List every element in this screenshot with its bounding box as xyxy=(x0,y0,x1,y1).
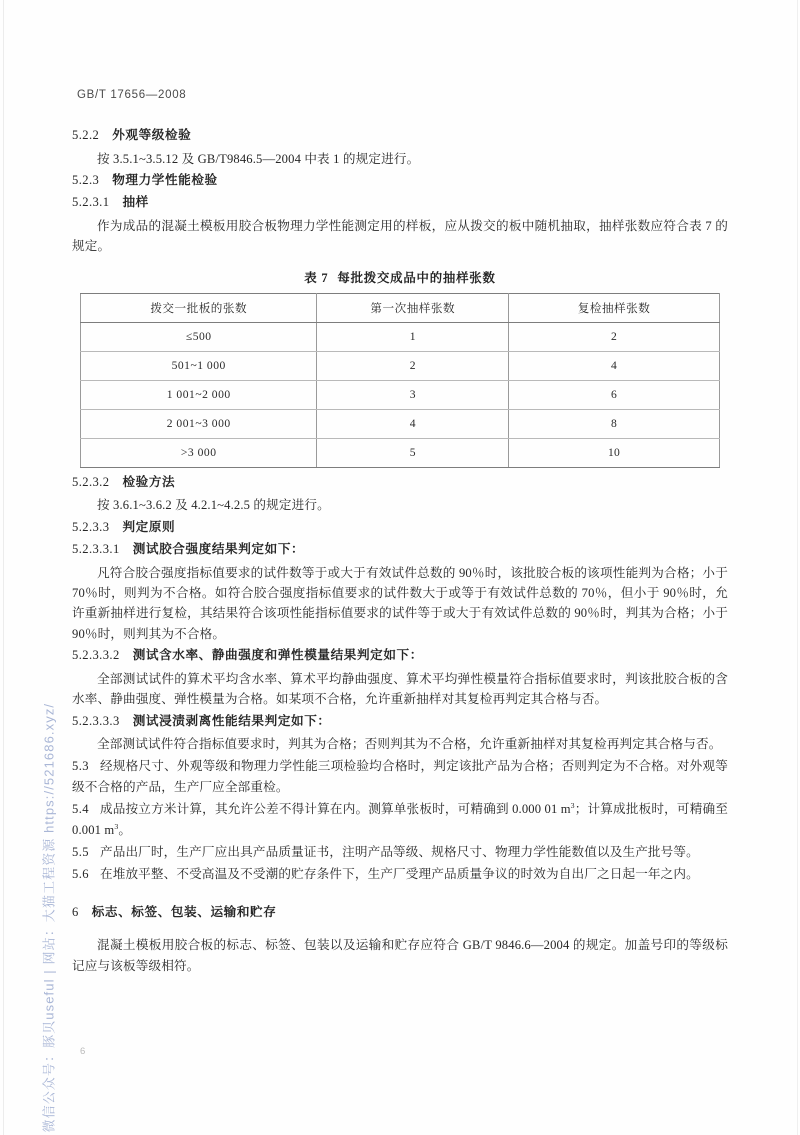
clause-body-5-2-3-1: 作为成品的混凝土模板用胶合板物理力学性能测定用的样板，应从拨交的板中随机抽取，抽样张数应符合表 7 的规定。 xyxy=(72,218,728,254)
clause-heading-5-2-3 xyxy=(72,171,728,191)
clause-title: 物理力学性能检验 xyxy=(112,172,218,187)
table-row xyxy=(81,380,720,409)
clause-body-5-2-3-3-2: 全部测试试件的算术平均含水率、算术平均静曲强度、算术平均弹性模量符合指标值要求时，判该批胶合板的含水率、静曲强度、弹性模量为合格。如某项不合格，允许重新抽样对其复检再判定其合格与否。 xyxy=(72,671,728,707)
clause-body-5-2-3-3-3: 全部测试试件符合指标值要求时，判其为合格；否则判其为不合格，允许重新抽样对其复检再判定其合格与否。 xyxy=(97,737,722,752)
table-cell-recheck-sample: 4 xyxy=(509,351,720,380)
clause-heading-5-2-2 xyxy=(72,126,728,146)
table-caption xyxy=(72,268,728,286)
table-cell-batch-range: 1 001~2 000 xyxy=(81,380,317,409)
unit-exponent-cubic: 3 xyxy=(570,801,575,811)
clause-title: 测试含水率、静曲强度和弹性模量结果判定如下： xyxy=(132,648,423,663)
clause-body-part-2: ；计算成批板时，可精确至 0.001 m xyxy=(72,802,728,837)
table-row xyxy=(81,438,720,467)
unit-exponent-cubic: 3 xyxy=(114,821,119,831)
clause-body-6: 混凝土模板用胶合板的标志、标签、包装以及运输和贮存应符合 GB/T 9846.6—2004 的规定。加盖号印的等级标记应与该板等级相符。 xyxy=(72,938,728,973)
clause-heading-6 xyxy=(72,903,728,923)
table-cell-recheck-sample: 8 xyxy=(509,409,720,438)
running-header-standard-number: GB/T 17656—2008 xyxy=(77,89,187,101)
clause-number: 5.2.3.3 xyxy=(72,519,110,534)
table-column-header: 第一次抽样张数 xyxy=(317,293,509,322)
table-cell-batch-range: ≤500 xyxy=(81,322,317,351)
table-row xyxy=(81,351,720,380)
clause-title: 判定原则 xyxy=(122,519,176,534)
table-column-header: 复检抽样张数 xyxy=(509,293,720,322)
watermark-text: 微信公众号：豚贝useful | 网站：大猫工程资源 https://521686.xyz/ xyxy=(41,702,57,1133)
clause-number: 5.2.3.3.3 xyxy=(72,713,120,728)
clause-heading-5-2-3-3-1 xyxy=(72,540,728,560)
clause-title: 测试胶合强度结果判定如下： xyxy=(132,542,305,557)
clause-number: 5.2.3.2 xyxy=(72,474,110,489)
table-cell-first-sample: 5 xyxy=(317,438,509,467)
scan-edge-left xyxy=(3,0,4,1135)
clause-body-5-2-3-2: 按 3.6.1~3.6.2 及 4.2.1~4.2.5 的规定进行。 xyxy=(97,498,330,513)
table-cell-recheck-sample: 10 xyxy=(509,438,720,467)
clause-heading-5-2-3-1 xyxy=(72,193,728,213)
scan-edge-right xyxy=(797,0,798,1135)
clause-body-part-1: 成品按立方米计算，其允许公差不得计算在内。测算单张板时，可精确到 0.000 01 m xyxy=(99,802,571,817)
clause-heading-5-2-3-3 xyxy=(72,518,728,538)
clause-title: 检验方法 xyxy=(122,474,176,489)
table-cell-recheck-sample: 6 xyxy=(509,380,720,409)
clause-5-4 xyxy=(72,799,728,840)
table-cell-first-sample: 4 xyxy=(317,409,509,438)
clause-number: 5.3 xyxy=(72,759,89,774)
clause-title: 测试浸渍剥离性能结果判定如下： xyxy=(132,713,331,728)
sampling-table xyxy=(80,293,720,468)
clause-number: 5.2.3.3.1 xyxy=(72,542,120,557)
clause-heading-5-2-3-3-2 xyxy=(72,646,728,666)
table-cell-recheck-sample: 2 xyxy=(509,322,720,351)
clause-number: 5.2.2 xyxy=(72,128,100,142)
table-cell-first-sample: 1 xyxy=(317,322,509,351)
table-column-header: 拨交一批板的张数 xyxy=(81,293,317,322)
clause-body-part-3: 。 xyxy=(118,822,132,837)
page-number: 6 xyxy=(80,1046,86,1057)
document-body xyxy=(72,126,728,978)
clause-body-5-2-3-3-1: 凡符合胶合强度指标值要求的试件数等于或大于有效试件总数的 90％时，该批胶合板的该项性能判为合格；小于 70％时，则判为不合格。如符合胶合强度指标值要求的试件数大于或等于有效试件总数的 70％，但小于 90％时，允许重新抽样进行复检，其结果符合该项性能指标值要求的试件等于或大于有效试件总数的 90％时，判其为合格；小于 90％时，则判其为不合格。 xyxy=(72,565,728,641)
clause-body-5-2-2: 按 3.5.1~3.5.12 及 GB/T9846.5—2004 中表 1 的规定进行。 xyxy=(97,151,420,166)
clause-title: 抽样 xyxy=(122,195,149,210)
clause-heading-5-2-3-2 xyxy=(72,473,728,493)
clause-body: 在堆放平整、不受高温及不受潮的贮存条件下，生产厂受理产品质量争议的时效为自出厂之日起一年之内。 xyxy=(99,867,699,882)
clause-5-5 xyxy=(72,842,728,862)
table-cell-batch-range: 2 001~3 000 xyxy=(81,409,317,438)
clause-number: 5.6 xyxy=(72,867,89,882)
clause-number: 6 xyxy=(72,904,79,919)
table-cell-batch-range: 501~1 000 xyxy=(81,351,317,380)
clause-heading-5-2-3-3-3 xyxy=(72,712,728,732)
clause-number: 5.4 xyxy=(72,802,89,817)
clause-5-6 xyxy=(72,864,728,884)
table-caption-title: 每批拨交成品中的抽样张数 xyxy=(337,270,496,285)
clause-number: 5.2.3 xyxy=(72,172,100,187)
clause-title: 标志、标签、包装、运输和贮存 xyxy=(91,904,277,919)
clause-5-3 xyxy=(72,756,728,797)
table-cell-batch-range: >3 000 xyxy=(81,438,317,467)
table-caption-number: 表 7 xyxy=(304,270,329,285)
clause-number: 5.5 xyxy=(72,844,89,859)
table-header-row xyxy=(81,293,720,322)
clause-body: 产品出厂时，生产厂应出具产品质量证书，注明产品等级、规格尺寸、物理力学性能数值以及生产批号等。 xyxy=(99,844,699,859)
table-cell-first-sample: 3 xyxy=(317,380,509,409)
table-row xyxy=(81,322,720,351)
clause-number: 5.2.3.3.2 xyxy=(72,648,120,663)
table-row xyxy=(81,409,720,438)
clause-body: 经规格尺寸、外观等级和物理力学性能三项检验均合格时，判定该批产品为合格；否则判定为不合格。对外观等级不合格的产品，生产厂应全部重检。 xyxy=(72,759,728,794)
table-cell-first-sample: 2 xyxy=(317,351,509,380)
clause-title: 外观等级检验 xyxy=(112,128,192,142)
clause-number: 5.2.3.1 xyxy=(72,195,110,210)
